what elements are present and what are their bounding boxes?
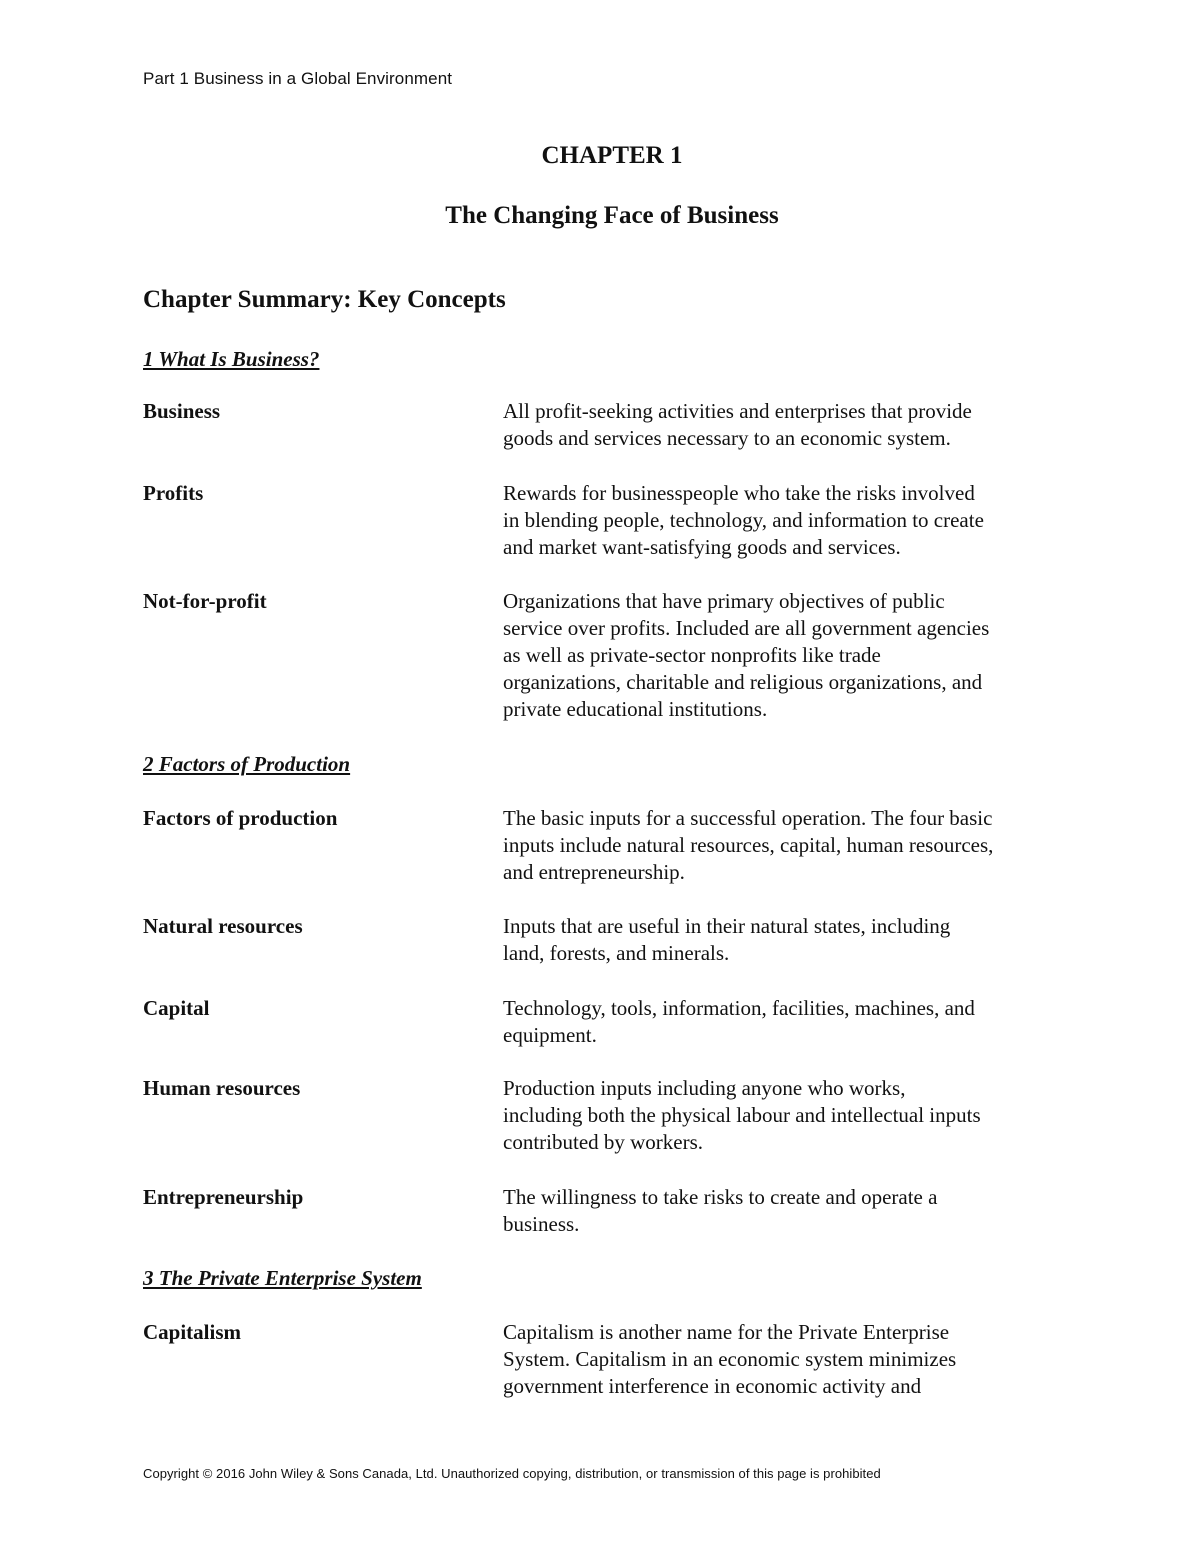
term-definition [503,480,1063,561]
definition-line: The willingness to take risks to create and operate a [503,1185,938,1209]
definition-line: and entrepreneurship. [503,860,685,884]
definition-line: including both the physical labour and intellectual inputs [503,1103,981,1127]
term-label: Entrepreneurship [143,1185,304,1209]
definition-line: service over profits. Included are all government agencies [503,616,990,640]
term-label: Capital [143,996,210,1020]
chapter-title: The Changing Face of Business [445,202,779,229]
definition-line: Technology, tools, information, facilities, machines, and [503,996,975,1020]
term-label: Profits [143,481,204,505]
definition-line: All profit-seeking activities and enterprises that provide [503,399,972,423]
section-heading-private-enterprise-system: 3 The Private Enterprise System [143,1266,422,1290]
definition-line: land, forests, and minerals. [503,941,730,965]
definition-line: contributed by workers. [503,1130,704,1154]
term-label: Natural resources [143,914,303,938]
definition-line: Inputs that are useful in their natural states, including [503,914,951,938]
definition-line: inputs include natural resources, capital, human resources, [503,833,994,857]
term-definition [503,913,1063,967]
term-definition [503,805,1063,886]
term-definition [503,1319,1063,1400]
definition-line: equipment. [503,1023,597,1047]
term-definition [503,1075,1063,1156]
definition-line: business. [503,1212,580,1236]
definition-line: The basic inputs for a successful operation. The four basic [503,806,993,830]
term-label: Factors of production [143,806,338,830]
term-definition [503,398,1063,452]
definition-line: System. Capitalism in an economic system minimizes [503,1347,957,1371]
definition-line: Rewards for businesspeople who take the risks involved [503,481,975,505]
definition-line: and market want-satisfying goods and services. [503,535,901,559]
copyright-footer: Copyright © 2016 John Wiley & Sons Canada, Ltd. Unauthorized copying, distribution, or transmission of this page is prohibited [143,1466,881,1481]
term-definition [503,995,1063,1049]
running-header: Part 1 Business in a Global Environment [143,69,453,88]
term-definition [503,1184,1063,1238]
term-label: Capitalism [143,1320,242,1344]
definition-line: in blending people, technology, and information to create [503,508,984,532]
definition-line: Organizations that have primary objectives of public [503,589,945,613]
term-label: Not-for-profit [143,589,267,613]
definition-line: government interference in economic activity and [503,1374,922,1398]
definition-line: goods and services necessary to an economic system. [503,426,951,450]
definition-line: Production inputs including anyone who works, [503,1076,906,1100]
term-definition [503,588,1063,723]
section-heading-factors-of-production: 2 Factors of Production [143,752,351,776]
section-heading-what-is-business: 1 What Is Business? [143,347,320,371]
summary-heading: Chapter Summary: Key Concepts [143,286,506,313]
term-label: Business [143,399,221,423]
definition-line: as well as private-sector nonprofits like trade [503,643,881,667]
chapter-number: CHAPTER 1 [541,142,683,169]
term-label: Human resources [143,1076,301,1100]
definition-line: Capitalism is another name for the Private Enterprise [503,1320,950,1344]
definition-line: organizations, charitable and religious organizations, and [503,670,983,694]
definition-line: private educational institutions. [503,697,768,721]
